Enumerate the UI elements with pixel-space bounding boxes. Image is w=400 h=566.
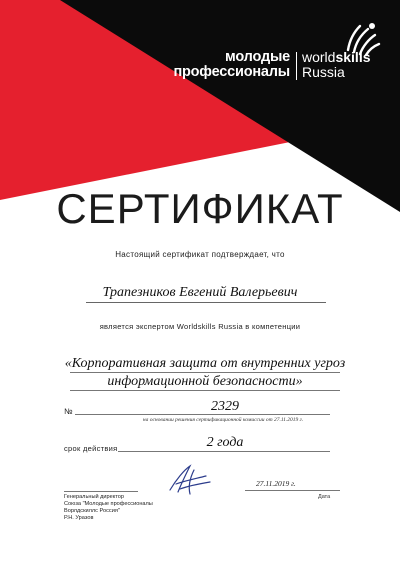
certificate-number: 2329 bbox=[211, 399, 239, 414]
date-underline bbox=[245, 490, 340, 491]
worldskills-emblem-icon bbox=[342, 20, 382, 58]
signer-org-line2: Ворлдскиллс Россия" bbox=[64, 508, 120, 514]
logo-country-text: Russia bbox=[302, 64, 345, 80]
logo-text-line2: профессионалы bbox=[173, 64, 290, 80]
competence-line1: «Корпоративная защита от внутренних угроз bbox=[64, 356, 346, 371]
logo-separator bbox=[296, 52, 297, 80]
signer-block bbox=[64, 494, 194, 522]
confirm-text: Настоящий сертификат подтверждает, что bbox=[115, 250, 285, 259]
holder-name-underline bbox=[86, 302, 326, 303]
competence-name bbox=[60, 355, 350, 391]
competence-line2: информационной безопасности» bbox=[107, 374, 303, 389]
number-underline bbox=[75, 414, 330, 415]
logo-text-line1: молодые bbox=[225, 49, 290, 65]
term-label: срок действия bbox=[64, 444, 118, 453]
expert-text: является экспертом Worldskills Russia в компетенции bbox=[99, 322, 301, 331]
basis-text: на основании решения сертификационной комиссии от 27.11.2019 г. bbox=[142, 417, 304, 423]
term-value: 2 года bbox=[206, 435, 244, 450]
holder-name: Трапезников Евгений Валерьевич bbox=[102, 285, 298, 300]
signer-name: Р.Н. Уразов bbox=[64, 515, 94, 521]
signature-underline bbox=[64, 491, 138, 492]
signer-org-line1: Союза "Молодые профессионалы bbox=[64, 501, 153, 507]
term-underline bbox=[118, 451, 330, 452]
logo-world-text: world bbox=[302, 49, 336, 65]
issue-date: 27.11.2019 г. bbox=[256, 479, 296, 488]
number-label: № bbox=[64, 407, 73, 416]
signature-icon bbox=[160, 462, 220, 496]
competence-underline-1 bbox=[70, 372, 340, 373]
date-label: Дата bbox=[318, 494, 331, 500]
logo-skills-text: skills bbox=[335, 49, 371, 65]
certificate-title: СЕРТИФИКАТ bbox=[56, 185, 344, 232]
signer-title: Генеральный директор bbox=[64, 494, 124, 500]
logo-russian-text bbox=[172, 50, 290, 80]
competence-underline-2 bbox=[70, 390, 340, 391]
